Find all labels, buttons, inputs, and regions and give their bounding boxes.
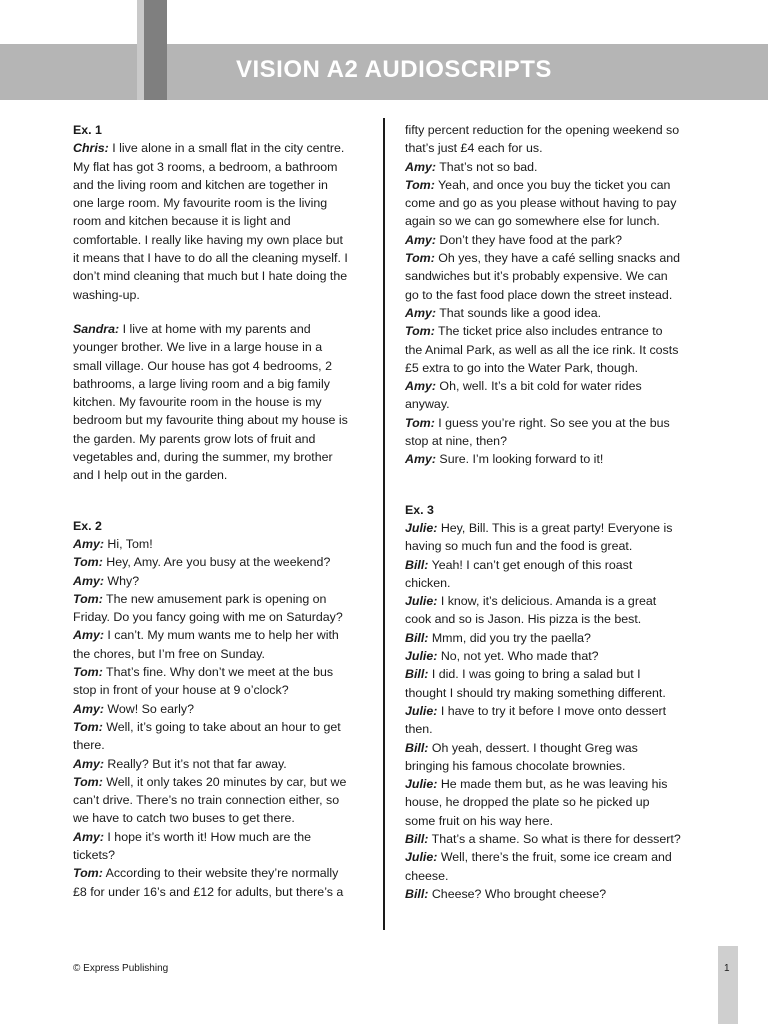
script-line [73,883,365,901]
line-text: tickets? [73,847,116,862]
speaker-name: Chris: [73,141,109,156]
speaker-name: Julie: [405,649,438,664]
script-line [405,395,697,413]
exercise-heading: Ex. 1 [73,123,102,137]
script-line [73,375,365,393]
line-text: the Animal Park, as well as all the ice rink. It costs [405,342,679,357]
page-number: 1 [724,963,730,974]
script-line [405,885,697,903]
line-text: bringing his famous chocolate brownies. [405,758,626,773]
speaker-name: Tom: [405,324,435,339]
script-line [405,665,697,683]
copyright-footer: © Express Publishing [73,963,169,974]
script-line [405,610,697,628]
speaker-name: Tom: [73,665,103,680]
script-line [73,212,365,230]
line-text: Friday. Do you fancy going with me on Saturday? [73,610,343,625]
line-text: Sure. I’m looking forward to it! [435,452,604,467]
script-line [73,535,365,553]
speaker-name: Tom: [73,774,103,789]
line-text: I live alone in a small flat in the city centre. [108,141,345,156]
line-text: and the living room and kitchen are together in [73,177,328,192]
line-text: I know, it’s delicious. Amanda is a great [437,594,657,609]
line-text: Why? [103,573,140,588]
script-line [73,864,365,882]
line-text: Don’t they have food at the park? [435,232,622,247]
speaker-name: Julie: [405,594,438,609]
script-line [405,450,697,468]
speaker-name: Amy: [405,232,436,247]
speaker-name: Julie: [405,777,438,792]
script-line [405,574,697,592]
line-text: and I help out in the garden. [73,468,228,483]
script-line [405,432,697,450]
script-line [405,592,697,610]
page-number-tab [718,946,738,1024]
script-line [405,702,697,720]
line-text: I can’t. My mum wants me to help her with [103,628,339,643]
script-line [405,739,697,757]
line-text: Oh yes, they have a café selling snacks and [434,251,681,266]
speaker-name: Amy: [405,159,436,174]
speaker-name: Tom: [405,415,435,430]
line-text: That sounds like a good idea. [435,305,602,320]
script-line [405,286,697,304]
line-text: washing-up. [73,287,140,302]
line-text: some fruit on his way here. [405,813,554,828]
script-line [405,684,697,702]
page-title: VISION A2 AUDIOSCRIPTS [236,56,552,83]
speaker-name: Julie: [405,520,438,535]
script-line [405,121,697,139]
line-text: can’t drive. There’s no train connection either, so [73,793,340,808]
line-text: Oh yeah, dessert. I thought Greg was [428,740,638,755]
line-text: the garden. My parents grow lots of fruit and [73,431,316,446]
script-line [405,519,697,537]
speaker-name: Amy: [73,536,104,551]
exercise-heading: Ex. 3 [405,502,434,517]
script-line [73,718,365,736]
script-line [405,231,697,249]
line-text: Hey, Bill. This is a great party! Everyone is [437,520,673,535]
line-text: room and kitchen because it is light and [73,214,291,229]
line-text: That’s fine. Why don’t we meet at the bus [102,665,334,680]
line-text: sandwiches but it’s probably expensive. We can [405,269,668,284]
line-text: Well, it’s going to take about an hour to get [102,719,341,734]
line-text: bathrooms, a large living room and a big family [73,376,330,391]
speaker-name: Amy: [405,379,436,394]
script-line [405,629,697,647]
line-text: Mmm, did you try the paella? [428,630,591,645]
speaker-name: Amy: [73,756,104,771]
speaker-name: Tom: [73,719,103,734]
script-line [73,139,365,157]
line-text: it means that I have to do all the cleaning myself. I [73,251,348,266]
line-text: come and go as you please without having to pay [405,196,677,211]
speaker-name: Bill: [405,630,429,645]
script-line [73,466,365,484]
line-text: I did. I was going to bring a salad but I [428,667,641,682]
line-text: one large room. My favourite room is the living [73,196,328,211]
line-text: My flat has got 3 rooms, a bedroom, a bathroom [73,159,338,174]
line-text: Yeah, and once you buy the ticket you can [434,177,671,192]
script-line [405,757,697,775]
line-text: comfortable. I really like having my own place but [73,232,343,247]
script-line [73,320,365,338]
line-text: vegetables and, during the summer, my brother [73,450,333,465]
speaker-name: Amy: [73,701,104,716]
script-line [405,158,697,176]
script-line [73,608,365,626]
speaker-name: Amy: [405,305,436,320]
script-line [405,414,697,432]
line-text: go to the fast food place down the street instead. [405,287,673,302]
line-text: bedroom but my favourite thing about my house is [73,413,348,428]
script-line [73,553,365,571]
line-text: stop in front of your house at 9 o’clock? [73,683,289,698]
script-line [73,430,365,448]
script-line [73,411,365,429]
speaker-name: Bill: [405,557,429,572]
script-line [405,212,697,230]
line-text: £8 for under 16’s and £12 for adults, but there’s a [73,884,344,899]
script-line [73,663,365,681]
line-text: again so we can go somewhere else for lunch. [405,214,660,229]
script-line [405,176,697,194]
line-text: anyway. [405,397,450,412]
script-line [73,700,365,718]
script-line [405,267,697,285]
script-line [405,304,697,322]
line-text: According to their website they’re normally [102,866,339,881]
speaker-name: Amy: [73,829,104,844]
line-text: thought I should try making something different. [405,685,666,700]
script-line [405,249,697,267]
line-text: Wow! So early? [103,701,194,716]
script-line [73,448,365,466]
script-line [405,848,697,866]
line-text: don’t mind cleaning that much but I hate doing the [73,269,348,284]
script-line [73,393,365,411]
speaker-name: Tom: [405,177,435,192]
line-text: Well, there’s the fruit, some ice cream and [437,850,672,865]
speaker-name: Bill: [405,740,429,755]
line-text: chicken. [405,575,451,590]
line-text: Cheese? Who brought cheese? [428,886,607,901]
line-text: younger brother. We live in a large house in a [73,340,323,355]
line-text: cheese. [405,868,449,883]
line-text: The ticket price also includes entrance to [434,324,663,339]
line-text: Well, it only takes 20 minutes by car, but we [102,774,347,789]
line-text: I have to try it before I move onto dessert [437,703,667,718]
speaker-name: Tom: [73,555,103,570]
script-line [73,626,365,644]
exercise-heading: Ex. 2 [73,518,102,533]
speaker-name: Julie: [405,850,438,865]
column-divider [383,118,385,930]
script-line [73,249,365,267]
speaker-name: Amy: [73,628,104,643]
script-line [405,647,697,665]
script-line [405,556,697,574]
left-column [73,121,365,901]
script-line [73,286,365,304]
line-text: we have to catch two buses to get there. [73,811,295,826]
speaker-name: Tom: [73,866,103,881]
script-line [73,176,365,194]
paragraph-gap [73,304,365,320]
line-text: No, not yet. Who made that? [437,649,599,664]
line-text: The new amusement park is opening on [102,591,327,606]
line-text: Oh, well. It’s a bit cold for water rides [435,379,642,394]
script-line [73,791,365,809]
script-line [73,158,365,176]
line-text: Yeah! I can’t get enough of this roast [428,557,633,572]
paragraph-gap [73,485,365,517]
line-text: I hope it’s worth it! How much are the [103,829,312,844]
script-line [73,809,365,827]
speaker-name: Tom: [73,591,103,606]
script-line [405,359,697,377]
speaker-name: Tom: [405,251,435,266]
line-text: having so much fun and the food is great. [405,539,633,554]
line-text: Hi, Tom! [103,536,153,551]
paragraph-gap [405,469,697,501]
script-line [73,267,365,285]
script-line [73,645,365,663]
script-line [405,720,697,738]
script-line [73,846,365,864]
line-text: That’s a shame. So what is there for dessert? [428,831,681,846]
line-text: that’s just £4 each for us. [405,141,543,156]
header-tab-dark [144,0,167,100]
speaker-name: Amy: [73,573,104,588]
line-text: cook and so is Jason. His pizza is the best. [405,612,642,627]
script-line [73,338,365,356]
line-text: house, he dropped the plate so he picked up [405,795,650,810]
script-line [73,572,365,590]
script-line [73,773,365,791]
script-line [405,322,697,340]
speaker-name: Bill: [405,886,429,901]
script-line [73,681,365,699]
line-text: kitchen. My favourite room in the house is my [73,395,322,410]
line-text: the chores, but I’m free on Sunday. [73,646,265,661]
speaker-name: Bill: [405,667,429,682]
speaker-name: Bill: [405,831,429,846]
script-line [405,537,697,555]
line-text: That’s not so bad. [435,159,538,174]
script-line [405,867,697,885]
script-line [73,828,365,846]
script-line [405,194,697,212]
script-line [73,590,365,608]
script-line [405,812,697,830]
right-column [405,121,697,903]
line-text: Hey, Amy. Are you busy at the weekend? [102,555,331,570]
script-line [73,736,365,754]
line-text: stop at nine, then? [405,434,507,449]
line-text: I live at home with my parents and [119,321,311,336]
speaker-name: Julie: [405,703,438,718]
line-text: He made them but, as he was leaving his [437,777,668,792]
line-text: Really? But it’s not that far away. [103,756,287,771]
speaker-name: Amy: [405,452,436,467]
script-line [405,830,697,848]
script-line [73,357,365,375]
line-text: then. [405,722,433,737]
line-text: small village. Our house has got 4 bedrooms, 2 [73,358,332,373]
script-line [405,377,697,395]
line-text: £5 extra to go into the Water Park, though. [405,360,639,375]
line-text: fifty percent reduction for the opening weekend so [405,123,680,137]
script-line [73,755,365,773]
script-line [405,775,697,793]
script-line [405,139,697,157]
script-line [73,231,365,249]
speaker-name: Sandra: [73,321,120,336]
line-text: there. [73,738,105,753]
script-line [405,793,697,811]
script-line [405,341,697,359]
line-text: I guess you’re right. So see you at the bus [434,415,670,430]
script-line [73,194,365,212]
